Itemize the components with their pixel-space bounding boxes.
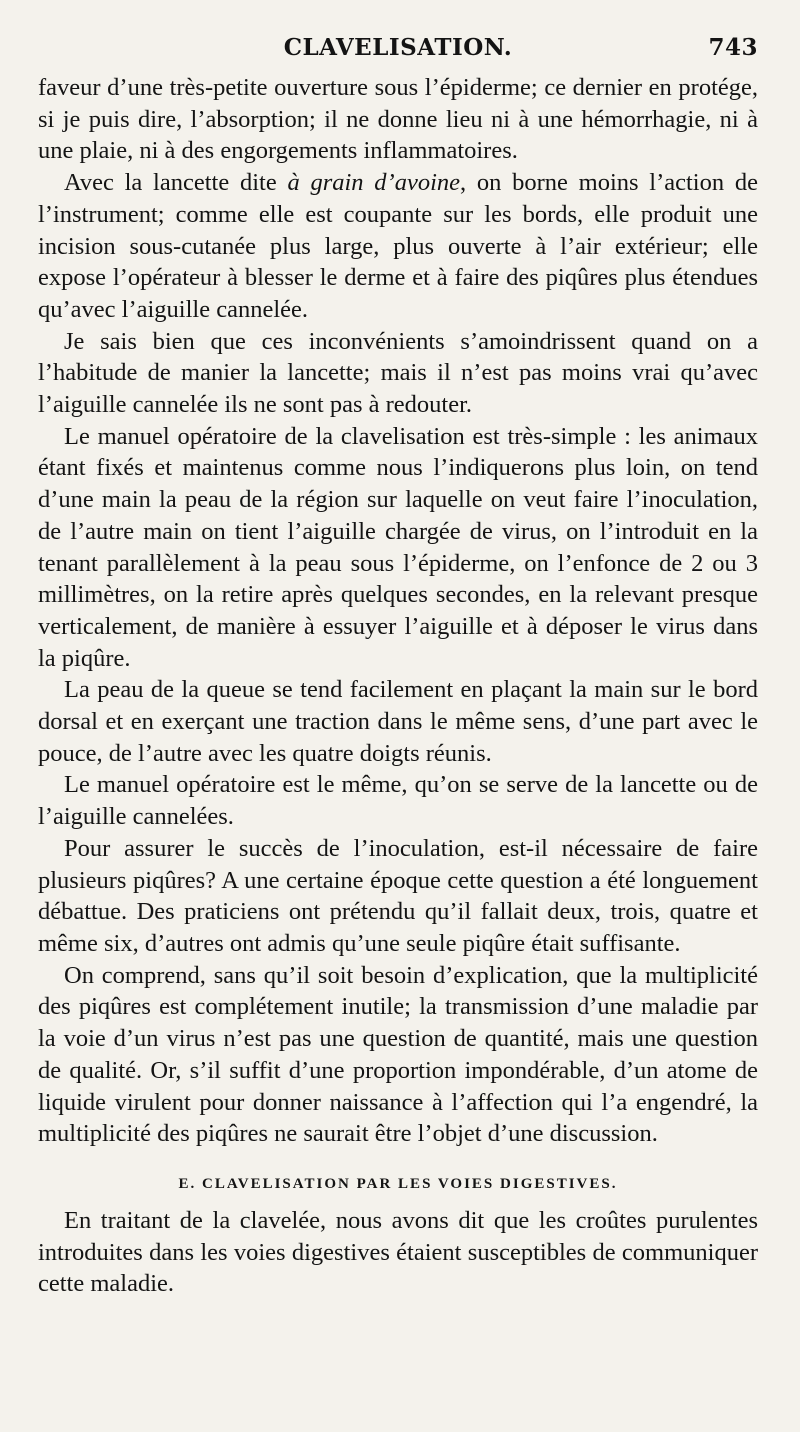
paragraph-2-before: Avec la lancette dite — [64, 169, 288, 197]
section-body — [38, 1205, 758, 1300]
paragraph-3: Je sais bien que ces inconvénients s’amoindrissent quand on a l’habitude de manier la lancette; mais il n’est pas moins vrai qu’avec l’aiguille cannelée ils ne sont pas à redouter. — [38, 327, 758, 419]
paragraph-1: faveur d’une très-petite ouverture sous l’épiderme; ce dernier en protége, si je puis dire, l’absorption; il ne donne lieu ni à une hémorrhagie, ni à une plaie, ni à des engorgements inflammatoires. — [38, 74, 758, 165]
paragraph-4: Le manuel opératoire de la clavelisation est très-simple : les animaux étant fixés et maintenus comme nous l’indiquerons plus loin, on tend d’une main la peau de la région sur laquelle on veut faire l’inoculation, de l’autre main on tient l’aiguille chargée de virus, on l’introduit en la tenant parallèlement à la peau sous l’épiderme, on l’enfonce de 2 ou 3 millimètres, on la retire après quelques secondes, en la relevant presque verticalement, de manière à essuyer l’aiguille et à déposer le virus dans la piqûre. — [38, 422, 758, 672]
paragraph-5: La peau de la queue se tend facilement en plaçant la main sur le bord dorsal et en exerçant une traction dans le même sens, d’une part avec le pouce, de l’autre avec les quatre doigts réunis. — [38, 676, 758, 767]
paragraph-2-italic: à grain d’avoine — [287, 169, 460, 197]
paragraph-8: On comprend, sans qu’il soit besoin d’explication, que la multiplicité des piqûres est complétement inutile; la transmission d’une maladie par la voie d’un virus n’est pas une question de quantité, mais une question de qualité. Or, s’il suffit d’une proportion impondérable, d’un atome de liquide virulent pour donner naissance à l’affection qui l’a engendré, la multiplicité des piqûres ne saurait être l’objet d’une discussion. — [38, 961, 758, 1148]
section-heading: E. CLAVELISATION PAR LES VOIES DIGESTIVES. — [178, 1175, 618, 1192]
running-title: CLAVELISATION. — [283, 34, 513, 61]
paragraph-7: Pour assurer le succès de l’inoculation, est-il nécessaire de faire plusieurs piqûres? A une certaine époque cette question a été longuement débattue. Des praticiens ont prétendu qu’il fallait deux, trois, quatre et même six, d’autres ont admis qu’une seule piqûre était suffisante. — [38, 834, 758, 957]
running-head — [38, 28, 758, 72]
body-text — [38, 72, 758, 1150]
paragraph-6: Le manuel opératoire est le même, qu’on se serve de la lancette ou de l’aiguille cannelées. — [38, 771, 758, 831]
paragraph-2-after: , on borne moins l’action de l’instrument; comme elle est coupante sur les bords, elle produit une incision sous-cutanée plus large, plus ouverte à l’air extérieur; elle expose l’opérateur à blesser le derme et à faire des piqûres plus étendues qu’avec l’aiguille cannelée. — [38, 169, 758, 323]
page-number: 743 — [708, 34, 758, 61]
paragraph-2 — [38, 167, 758, 326]
section-paragraph: En traitant de la clavelée, nous avons dit que les croûtes purulentes introduites dans les voies digestives étaient susceptibles de communiquer cette maladie. — [38, 1206, 758, 1298]
